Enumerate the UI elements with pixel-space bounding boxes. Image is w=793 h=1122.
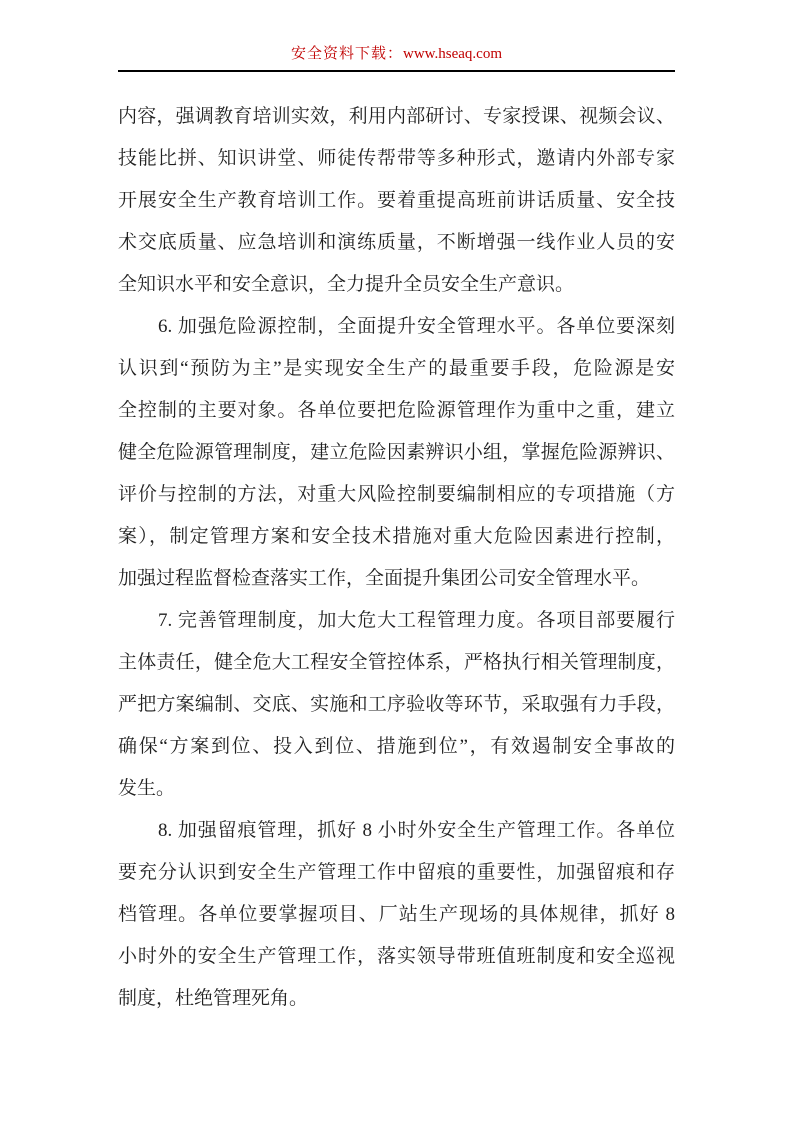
text-line: 主体责任，健全危大工程安全管控体系，严格执行相关管理制度， [118,652,675,673]
text-line: 6. 加强危险源控制，全面提升安全管理水平。各单位要深刻 [158,316,675,337]
text-line: 小时外的安全生产管理工作，落实领导带班值班制度和安全巡视 [118,946,675,967]
text-line: 档管理。各单位要掌握项目、厂站生产现场的具体规律，抓好 8 [118,904,675,925]
text-line: 内容，强调教育培训实效，利用内部研讨、专家授课、视频会议、 [118,106,675,127]
header-download-label: 安全资料下载： [290,46,403,62]
text-line: 要充分认识到安全生产管理工作中留痕的重要性，加强留痕和存 [118,862,675,883]
text-line: 制度，杜绝管理死角。 [118,988,309,1009]
text-line: 全知识水平和安全意识，全力提升全员安全生产意识。 [118,274,575,295]
text-line: 全控制的主要对象。各单位要把危险源管理作为重中之重，建立 [118,400,675,421]
text-line: 8. 加强留痕管理，抓好 8 小时外安全生产管理工作。各单位 [158,820,675,841]
text-line: 技能比拼、知识讲堂、师徒传帮带等多种形式，邀请内外部专家 [118,148,675,169]
text-line: 加强过程监督检查落实工作，全面提升集团公司安全管理水平。 [118,568,651,589]
paragraph [118,306,675,600]
text-line: 开展安全生产教育培训工作。要着重提高班前讲话质量、安全技 [118,190,675,211]
text-line: 发生。 [118,778,176,799]
document-body [118,96,675,1020]
paragraph [118,96,675,306]
page-header [118,42,675,72]
text-line: 健全危险源管理制度，建立危险因素辨识小组，掌握危险源辨识、 [118,442,675,463]
paragraph [118,600,675,810]
text-line: 评价与控制的方法，对重大风险控制要编制相应的专项措施（方 [118,484,675,505]
text-line: 确保“方案到位、投入到位、措施到位”，有效遏制安全事故的 [118,736,675,757]
text-line: 严把方案编制、交底、实施和工序验收等环节，采取强有力手段， [118,694,675,715]
paragraph [118,810,675,1020]
text-line: 7. 完善管理制度，加大危大工程管理力度。各项目部要履行 [158,610,675,631]
text-line: 案），制定管理方案和安全技术措施对重大危险因素进行控制， [118,526,675,547]
header-site-url: www.hseaq.com [403,46,503,62]
text-line: 认识到“预防为主”是实现安全生产的最重要手段，危险源是安 [118,358,675,379]
text-line: 术交底质量、应急培训和演练质量，不断增强一线作业人员的安 [118,232,675,253]
